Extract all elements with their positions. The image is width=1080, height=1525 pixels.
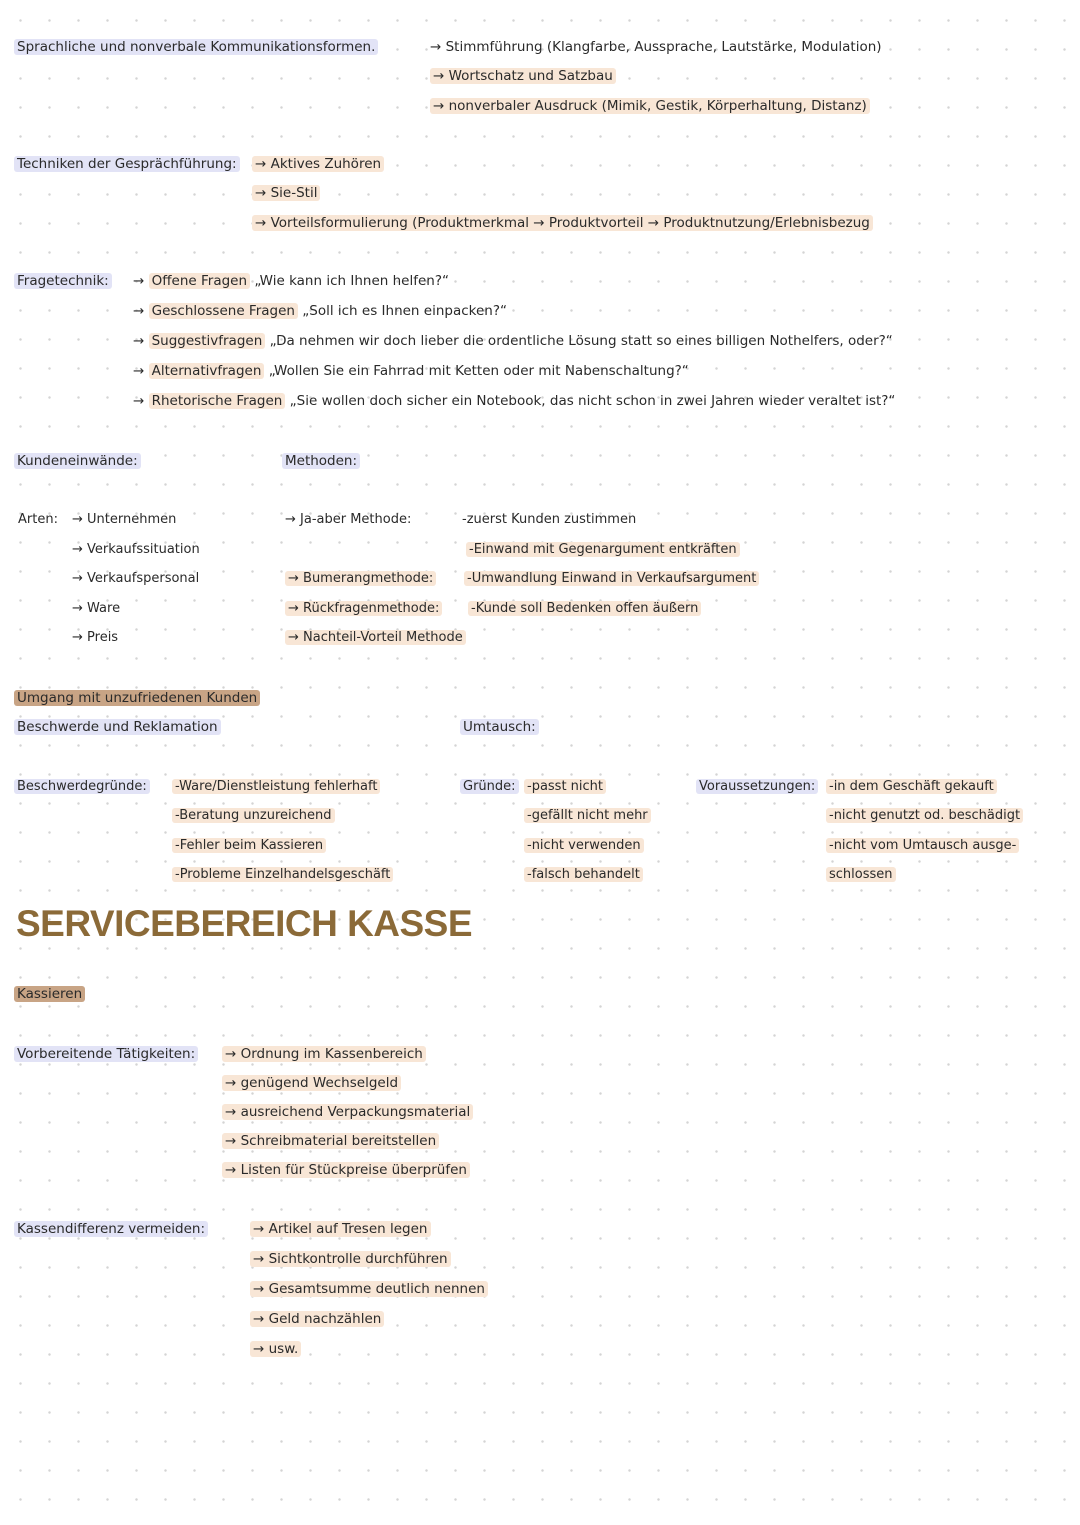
unhappy-title: Umgang mit unzufriedenen Kunden xyxy=(14,689,260,707)
complaint-reasons-label: Beschwerdegründe: xyxy=(14,778,150,796)
diff-item: → Artikel auf Tresen legen xyxy=(250,1220,431,1238)
questions-label: Fragetechnik: xyxy=(14,272,112,290)
communication-item: → Wortschatz und Satzbau xyxy=(430,67,616,85)
method-name: → Bumerangmethode: xyxy=(285,570,436,588)
prep-item: → ausreichend Verpackungsmaterial xyxy=(222,1103,473,1121)
diff-item: → usw. xyxy=(250,1340,301,1358)
method-step: -zuerst Kunden zustimmen xyxy=(462,512,637,527)
condition: -in dem Geschäft gekauft xyxy=(826,778,997,796)
method-name: → Ja-aber Methode: xyxy=(285,512,412,527)
method-name: → Rückfragenmethode: xyxy=(285,600,442,618)
techniques-label: Techniken der Gesprächführung: xyxy=(14,155,240,173)
complaint-reason: -Ware/Dienstleistung fehlerhaft xyxy=(172,778,380,796)
communication-item: → Stimmführung (Klangfarbe, Aussprache, Lautstärke, Modulation) xyxy=(430,39,882,55)
exchange-reason: -passt nicht xyxy=(524,778,606,796)
condition: -nicht vom Umtausch ausge- xyxy=(826,837,1019,855)
method-step: -Umwandlung Einwand in Verkaufsargument xyxy=(464,570,759,588)
prep-item: → Listen für Stückpreise überprüfen xyxy=(222,1161,470,1179)
methods-label: Methoden: xyxy=(282,452,360,470)
prep-item: → Schreibmaterial bereitstellen xyxy=(222,1132,439,1150)
diff-item: → Geld nachzählen xyxy=(250,1310,384,1328)
question-item: → Suggestivfragen „Da nehmen wir doch lieber die ordentliche Lösung statt so eines billigen Nothelfers, oder?“ xyxy=(133,333,893,349)
exchange-reasons-label: Gründe: xyxy=(460,778,519,796)
exchange-reason: -gefällt nicht mehr xyxy=(524,807,651,825)
prep-item: → Ordnung im Kassenbereich xyxy=(222,1045,426,1063)
prep-item: → genügend Wechselgeld xyxy=(222,1074,401,1092)
exchange-reason: -nicht verwenden xyxy=(524,837,644,855)
communication-label: Sprachliche und nonverbale Kommunikationsformen. xyxy=(14,38,378,56)
conditions-label: Voraussetzungen: xyxy=(696,778,818,796)
question-item: → Rhetorische Fragen „Sie wollen doch sicher ein Notebook, das nicht schon in zwei Jahren wieder veraltet ist?“ xyxy=(133,393,896,409)
prep-label: Vorbereitende Tätigkeiten: xyxy=(14,1045,198,1063)
diff-item: → Sichtkontrolle durchführen xyxy=(250,1250,451,1268)
technique-item: → Vorteilsformulierung (Produktmerkmal → Produktvorteil → Produktnutzung/Erlebnisbezug xyxy=(252,214,873,232)
objection-type: → Unternehmen xyxy=(72,512,177,527)
objection-type: → Verkaufssituation xyxy=(72,542,200,557)
technique-item: → Aktives Zuhören xyxy=(252,155,384,173)
types-label: Arten: xyxy=(18,512,58,527)
question-item: → Alternativfragen „Wollen Sie ein Fahrrad mit Ketten oder mit Nabenschaltung?“ xyxy=(133,363,689,379)
diff-label: Kassendifferenz vermeiden: xyxy=(14,1220,208,1238)
communication-item: → nonverbaler Ausdruck (Mimik, Gestik, Körperhaltung, Distanz) xyxy=(430,97,870,115)
diff-item: → Gesamtsumme deutlich nennen xyxy=(250,1280,488,1298)
condition: schlossen xyxy=(826,866,896,884)
service-title: SERVICEBEREICH KASSE xyxy=(16,903,473,944)
exchange-label: Umtausch: xyxy=(460,718,539,736)
complaint-label: Beschwerde und Reklamation xyxy=(14,718,221,736)
objection-type: → Verkaufspersonal xyxy=(72,571,200,586)
complaint-reason: -Fehler beim Kassieren xyxy=(172,837,326,855)
method-step: -Kunde soll Bedenken offen äußern xyxy=(468,600,701,618)
question-item: → Offene Fragen „Wie kann ich Ihnen helfen?“ xyxy=(133,273,449,289)
exchange-reason: -falsch behandelt xyxy=(524,866,643,884)
question-item: → Geschlossene Fragen „Soll ich es Ihnen einpacken?“ xyxy=(133,303,508,319)
complaint-reason: -Probleme Einzelhandelsgeschäft xyxy=(172,866,393,884)
condition: -nicht genutzt od. beschädigt xyxy=(826,807,1023,825)
objection-type: → Ware xyxy=(72,601,121,616)
objections-label: Kundeneinwände: xyxy=(14,452,141,470)
method-name: → Nachteil-Vorteil Methode xyxy=(285,629,466,647)
complaint-reason: -Beratung unzureichend xyxy=(172,807,335,825)
cashier-label: Kassieren xyxy=(14,985,85,1003)
technique-item: → Sie-Stil xyxy=(252,184,320,202)
objection-type: → Preis xyxy=(72,630,119,645)
method-step: -Einwand mit Gegenargument entkräften xyxy=(466,541,740,559)
